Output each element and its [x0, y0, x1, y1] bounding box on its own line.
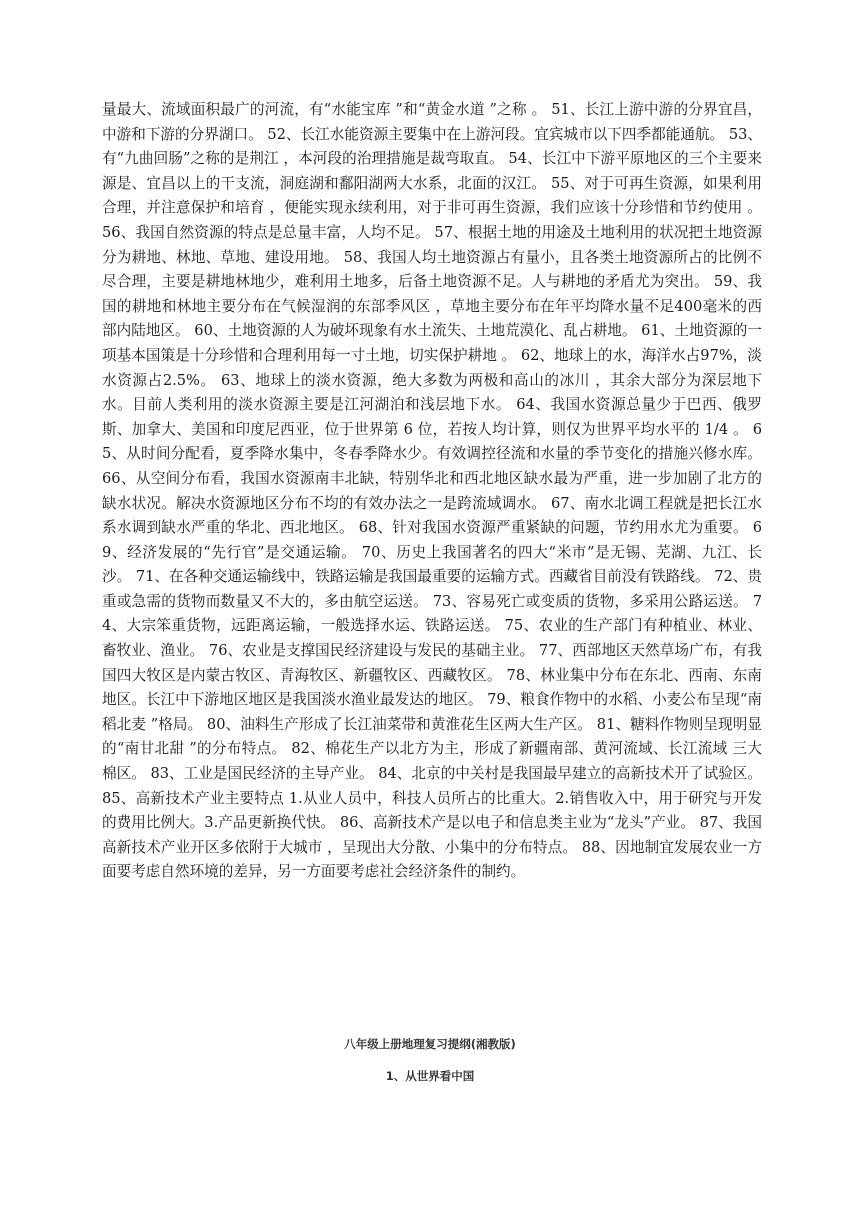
section-heading: 1、从世界看中国	[385, 1069, 475, 1083]
review-notes-paragraph: 量最大、流域面积最广的河流，有“水能宝库 ”和“黄金水道 ”之称 。 51、长江上游中游的分界宜昌，中游和下游的分界湖口。 52、长江水能资源主要集中在上游河段。宜宾城市以下四季都能通航。 53、有“九曲回肠”之称的是荆江 ，本河段的治理措施是裁弯取直。 54、长江中下游平原地区的三个主要来源是、宜昌以上的干支流，洞庭湖和鄱阳湖两大水系，北面的汉江。 55、对于可再生资源，如果利用合理，并注意保护和培育 ，便能实现永续利用，对于非可再生资源，我们应该十分珍惜和节约使用 。 56、我国自然资源的特点是总量丰富，人均不足。 57、根据土地的用途及土地利用的状况把土地资源分为耕地、林地、草地、建设用地。 58、我国人均土地资源占有量小，且各类土地资源所占的比例不尽合理，主要是耕地林地少，难利用土地多，后备土地资源不足。人与耕地的矛盾尤为突出。 59、我国的耕地和林地主要分布在气候湿润的东部季风区 ，草地主要分布在年平均降水量不足400毫米的西部内陆地区。 60、土地资源的人为破坏现象有水土流失、土地荒漠化、乱占耕地。 61、土地资源的一项基本国策是十分珍惜和合理利用每一寸土地，切实保护耕地 。 62、地球上的水，海洋水占97%，淡水资源占2.5%。 63、地球上的淡水资源，绝大多数为两极和高山的冰川 ，其余大部分为深层地下水。目前人类利用的淡水资源主要是江河湖泊和浅层地下水。 64、我国水资源总量少于巴西、俄罗斯、加拿大、美国和印度尼西亚，位于世界第 6 位，若按人均计算，则仅为世界平均水平的 1/4 。 65、从时间分配看，夏季降水集中，冬春季降水少。有效调控径流和水量的季节变化的措施兴修水库。 66、从空间分布看，我国水资源南丰北缺，特别华北和西北地区缺水最为严重，进一步加剧了北方的缺水状况。解决水资源地区分布不均的有效办法之一是跨流域调水。 67、南水北调工程就是把长江水系水调到缺水严重的华北、西北地区。 68、针对我国水资源严重紧缺的问题，节约用水尤为重要。 69、经济发展的“先行官”是交通运输。 70、历史上我国著名的四大“米市”是无锡、芜湖、九江、长沙。 71、在各种交通运输线中，铁路运输是我国最重要的运输方式。西藏省目前没有铁路线。 72、贵重或急需的货物而数量又不大的，多由航空运送。 73、容易死亡或变质的货物，多采用公路运送。 74、大宗笨重货物，远距离运输，一般选择水运、铁路运送。 75、农业的生产部门有种植业、林业、畜牧业、渔业。 76、农业是支撑国民经济建设与发民的基础主业。 77、西部地区天然草场广布，有我国四大牧区是内蒙古牧区、青海牧区、新疆牧区、西藏牧区。 78、林业集中分布在东北、西南、东南地区。长江中下游地区地区是我国淡水渔业最发达的地区。 79、粮食作物中的水稻、小麦公布呈现“南稻北麦 ”格局。 80、油料生产形成了长江油菜带和黄淮花生区两大生产区。 81、糖料作物则呈现明显的“南甘北甜 ”的分布特点。 82、棉花生产以北方为主，形成了新疆南部、黄河流域、长江流域 三大棉区。 83、工业是国民经济的主导产业。 84、北京的中关村是我国最早建立的高新技术开了试验区。 85、高新技术产业主要特点 1.从业人员中，科技人员所占的比重大。2.销售收入中，用于研究与开发的费用比例大。3.产品更新换代快。 86、高新技术产是以电子和信息类主业为“龙头”产业。 87、我国高新技术产业开区多依附于大城市 ，呈现出大分散、小集中的分布特点。 88、因地制宜发展农业一方面要考虑自然环境的差异，另一方面要考虑社会经济条件的制约。	[102, 101, 762, 881]
document-title: 八年级上册地理复习提纲(湘教版)	[344, 1037, 516, 1051]
